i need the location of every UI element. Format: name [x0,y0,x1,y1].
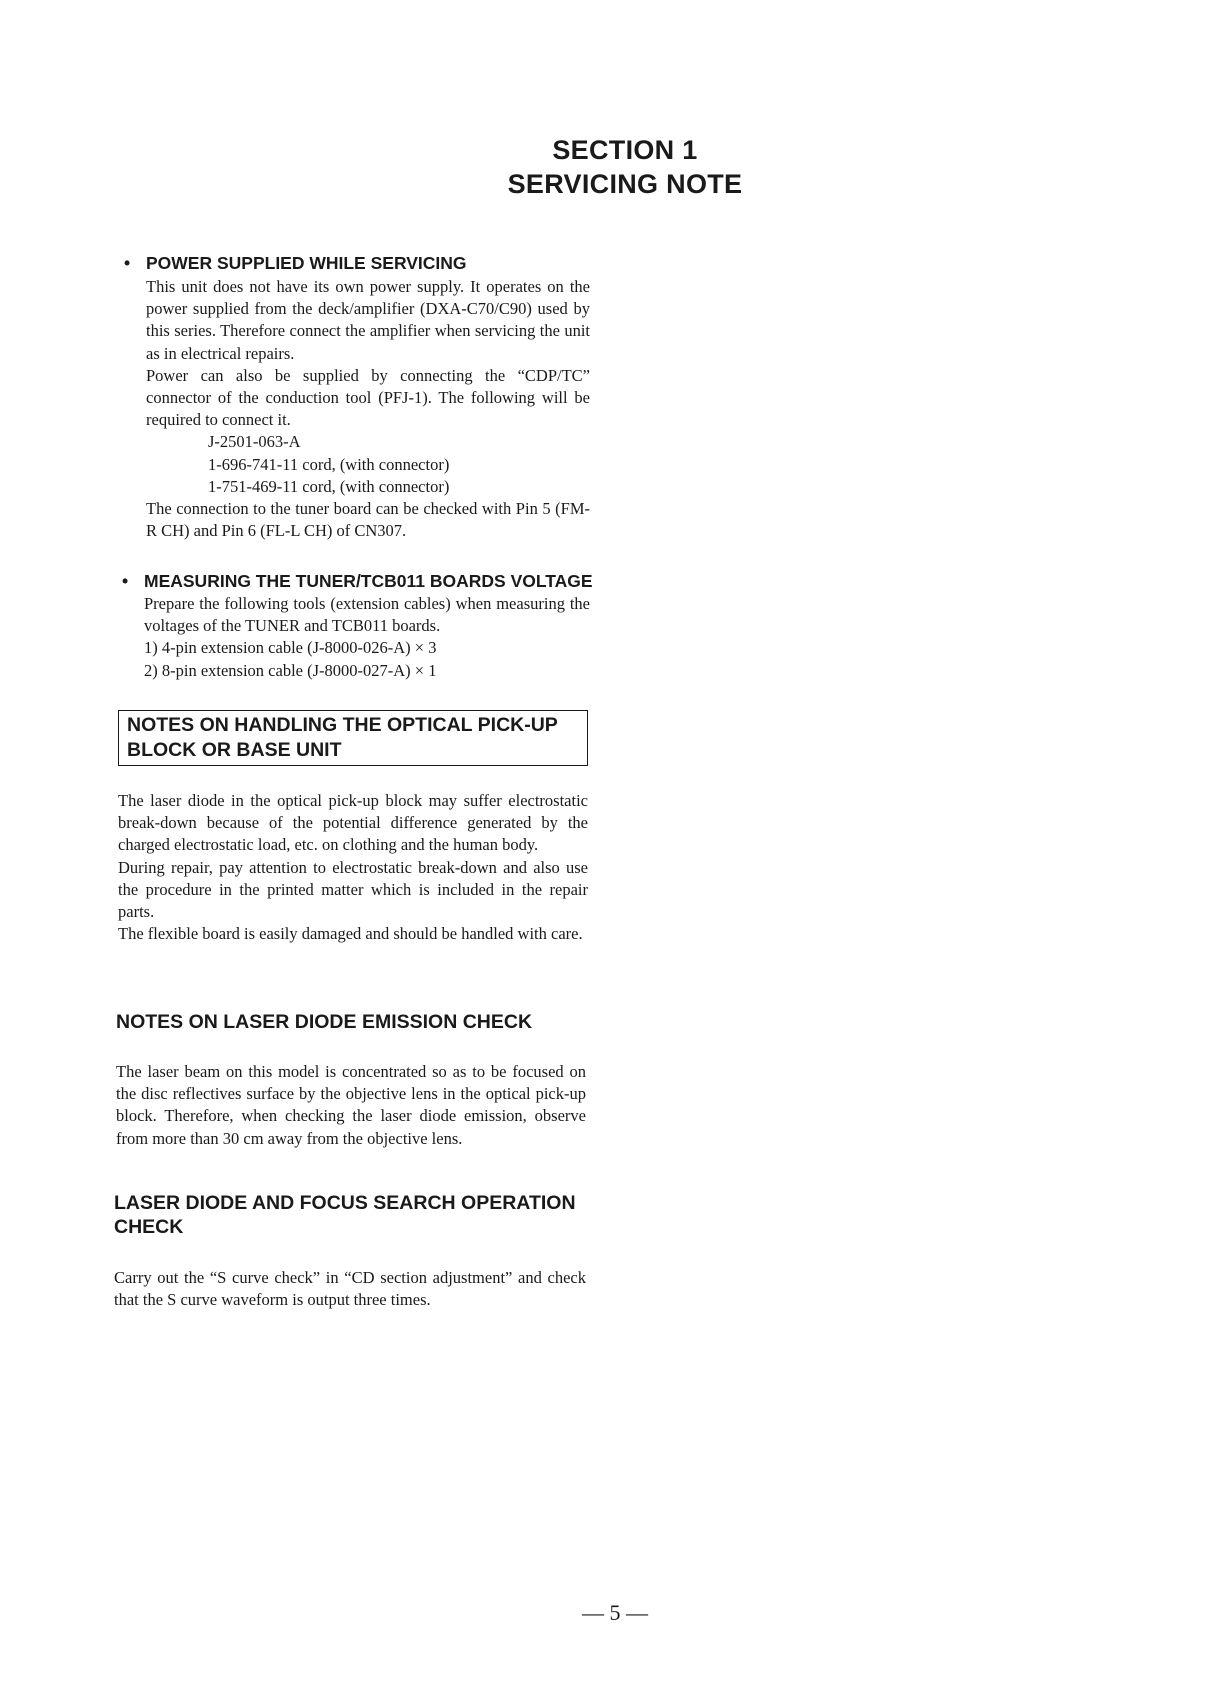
emission-paragraph: The laser beam on this model is concentrated so as to be focused on the disc reflectives surface by the objective lens in the optical pick-up block. Therefore, when checking the laser diode emission, observe from more than 30 cm away from the objective lens. [116,1062,586,1148]
optical-heading-line-2: BLOCK OR BASE UNIT [127,739,342,761]
focus-heading-line-1: LASER DIODE AND FOCUS SEARCH OPERATION [114,1192,576,1214]
page-number: — 5 — [582,1600,648,1625]
optical-heading-line-1: NOTES ON HANDLING THE OPTICAL PICK-UP [127,714,558,736]
section-number: SECTION 1 [552,135,698,165]
section-title [470,133,780,201]
optical-heading-box [118,710,588,766]
section-name: SERVICING NOTE [507,169,743,199]
focus-heading-line-2: CHECK [114,1216,184,1238]
power-body [146,276,590,542]
part-number-3: 1-751-469-11 cord, (with connector) [208,476,450,496]
emission-body [116,1061,586,1150]
measuring-heading-text: MEASURING THE TUNER/TCB011 BOARDS VOLTAGE [144,571,593,591]
measuring-item-1: 1) 4-pin extension cable (J-8000-026-A) × 3 [144,638,437,658]
optical-paragraph-2: During repair, pay attention to electrostatic break-down and also use the procedure in the printed matter which is included in the repair parts. [118,857,588,922]
power-heading-text: POWER SUPPLIED WHILE SERVICING [146,253,467,273]
focus-heading [114,1191,576,1239]
bullet-icon: • [124,253,131,273]
power-heading [124,252,467,274]
power-paragraph-1: This unit does not have its own power supply. It operates on the power supplied from the deck/amplifier (DXA-C70/C90) used by this series. Therefore connect the amplifier when servicing the unit as in electrical repairs. [146,277,590,363]
optical-body [118,790,588,945]
focus-paragraph: Carry out the “S curve check” in “CD section adjustment” and check that the S curve waveform is output three times. [114,1268,586,1310]
part-number-2: 1-696-741-11 cord, (with connector) [208,454,450,474]
optical-paragraph-3: The flexible board is easily damaged and should be handled with care. [118,924,583,944]
focus-body [114,1267,586,1311]
bullet-icon: • [122,571,129,591]
emission-heading: NOTES ON LASER DIODE EMISSION CHECK [116,1011,533,1033]
part-number-1: J-2501-063-A [208,432,301,452]
measuring-body [144,593,590,682]
measuring-paragraph: Prepare the following tools (extension cables) when measuring the voltages of the TUNER and TCB011 boards. [144,594,590,636]
optical-paragraph-1: The laser diode in the optical pick-up block may suffer electrostatic break-down because of the potential difference generated by the charged electrostatic load, etc. on clothing and the human body. [118,791,588,855]
power-paragraph-2: Power can also be supplied by connecting the “CDP/TC” connector of the conduction tool (PFJ-1). The following will be required to connect it. [146,365,590,430]
measuring-heading [122,570,593,592]
power-paragraph-3: The connection to the tuner board can be checked with Pin 5 (FM-R CH) and Pin 6 (FL-L CH) of CN307. [146,499,590,541]
measuring-item-2: 2) 8-pin extension cable (J-8000-027-A) × 1 [144,660,437,680]
